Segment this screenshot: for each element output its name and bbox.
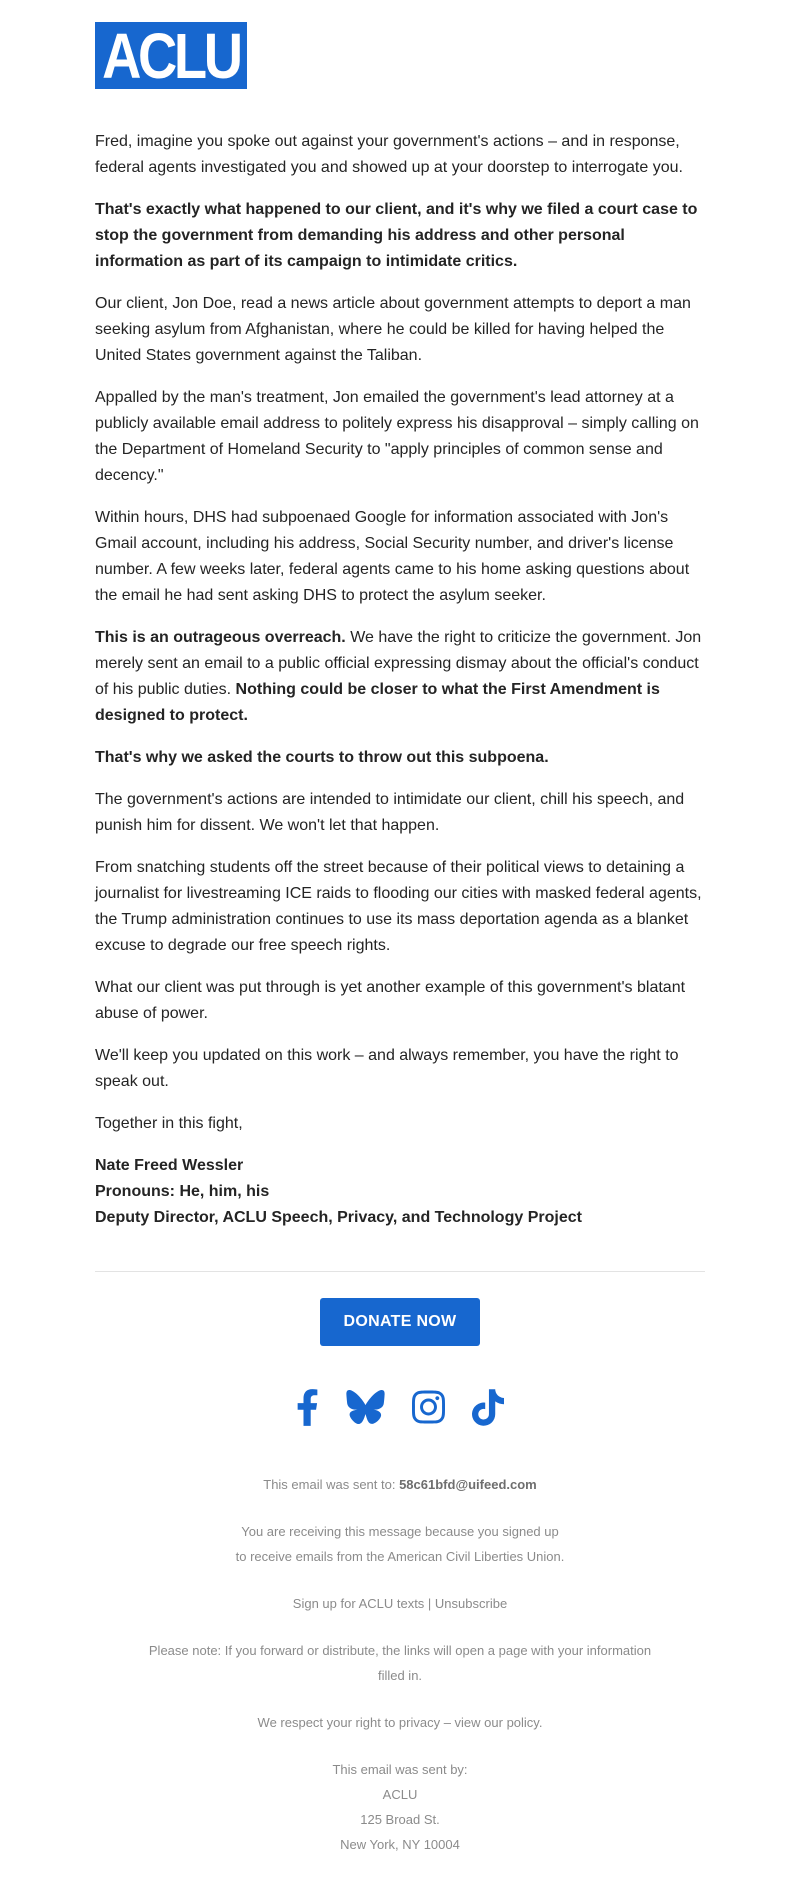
sent-by-label: This email was sent by:: [332, 1762, 468, 1777]
link-separator: |: [424, 1596, 435, 1611]
tiktok-link[interactable]: [472, 1389, 504, 1426]
paragraph-run: We have the right to criticize the government. Jon merely sent an email to a public official expressing dismay about the official's conduct of his public duties.: [95, 629, 702, 698]
bluesky-link[interactable]: [346, 1390, 385, 1424]
email-body: [95, 129, 705, 1137]
sent-by-block: [95, 1757, 705, 1857]
body-paragraph: [95, 385, 705, 489]
forward-note-line-2: filled in.: [377, 1668, 423, 1683]
email-footer: [95, 1472, 705, 1857]
signature-pronouns: Pronouns: He, him, his: [95, 1183, 270, 1200]
unsubscribe-link[interactable]: Unsubscribe: [434, 1596, 508, 1611]
paragraph-run: The government's actions are intended to intimidate our client, chill his speech, and punish him for dissent. We won't let that happen.: [95, 791, 685, 834]
body-paragraph: [95, 505, 705, 609]
facebook-icon: [296, 1389, 319, 1426]
paragraph-run: We'll keep you updated on this work – and always remember, you have the right to speak out.: [95, 1047, 679, 1090]
recipient-email: 58c61bfd@uifeed.com: [399, 1477, 537, 1492]
bluesky-icon: [346, 1390, 385, 1424]
paragraph-run: Fred, imagine you spoke out against your government's actions – and in response, federal agents investigated you and showed up at your doorstep to interrogate you.: [95, 133, 683, 176]
paragraph-run: What our client was put through is yet another example of this government's blatant abuse of power.: [95, 979, 686, 1022]
signature-title: Deputy Director, ACLU Speech, Privacy, and Technology Project: [95, 1209, 582, 1226]
forward-note-block: [95, 1638, 705, 1688]
body-paragraph: [95, 625, 705, 729]
paragraph-run: That's exactly what happened to our client, and it's why we filed a court case to stop the government from demanding his address and other personal information as part of its campaign to intimidate critics.: [95, 201, 698, 270]
body-paragraph: [95, 787, 705, 839]
privacy-prefix: We respect your right to privacy –: [257, 1715, 455, 1730]
social-row: [95, 1388, 705, 1426]
email-container: [95, 0, 705, 1897]
paragraph-run: Together in this fight,: [95, 1115, 243, 1132]
reason-line-1: You are receiving this message because you signed up: [241, 1524, 559, 1539]
signature-block: [95, 1153, 705, 1231]
sent-by-street: 125 Broad St.: [360, 1812, 440, 1827]
instagram-icon: [412, 1388, 445, 1426]
body-paragraph: [95, 129, 705, 181]
tiktok-icon: [472, 1389, 504, 1426]
body-paragraph: [95, 855, 705, 959]
paragraph-run: This is an outrageous overreach.: [95, 629, 346, 646]
divider: [95, 1271, 705, 1272]
body-paragraph: [95, 1111, 705, 1137]
reason-block: [95, 1519, 705, 1569]
sent-by-org: ACLU: [382, 1787, 418, 1802]
signature-name: Nate Freed Wessler: [95, 1157, 244, 1174]
body-paragraph: [95, 745, 705, 771]
body-paragraph: [95, 291, 705, 369]
facebook-link[interactable]: [296, 1389, 319, 1426]
body-paragraph: [95, 197, 705, 275]
paragraph-run: Nothing could be closer to what the First Amendment is designed to protect.: [95, 681, 660, 724]
reason-line-2: to receive emails from the American Civil Liberties Union.: [235, 1549, 565, 1564]
forward-note-line-1: Please note: If you forward or distribute, the links will open a page with your information: [148, 1643, 652, 1658]
aclu-logo-text: ACLU: [102, 19, 240, 92]
instagram-link[interactable]: [412, 1388, 445, 1426]
body-paragraph: [95, 1043, 705, 1095]
privacy-line: [95, 1710, 705, 1735]
sent-to-prefix: This email was sent to:: [263, 1477, 400, 1492]
paragraph-run: Appalled by the man's treatment, Jon emailed the government's lead attorney at a publicly available email address to politely express his disapproval – simply calling on the Department of Homeland Security to "apply principles of common sense and decency.": [95, 389, 699, 484]
sent-by-city: New York, NY 10004: [340, 1837, 460, 1852]
paragraph-run: That's why we asked the courts to throw out this subpoena.: [95, 749, 549, 766]
paragraph-run: From snatching students off the street because of their political views to detaining a journalist for livestreaming ICE raids to flooding our cities with masked federal agents, the Trump administration continues to use its mass deportation agenda as a blanket excuse to degrade our free speech rights.: [95, 859, 702, 954]
sign-up-texts-link[interactable]: Sign up for ACLU texts: [292, 1596, 425, 1611]
aclu-logo[interactable]: [95, 19, 247, 92]
paragraph-run: Our client, Jon Doe, read a news article about government attempts to deport a man seeking asylum from Afghanistan, where he could be killed for having helped the United States government against the Taliban.: [95, 295, 691, 364]
privacy-policy-link[interactable]: view our policy.: [454, 1715, 543, 1730]
donate-row: [95, 1298, 705, 1346]
paragraph-run: Within hours, DHS had subpoenaed Google for information associated with Jon's Gmail account, including his address, Social Security number, and driver's license number. A few weeks later, federal agents came to his home asking questions about the email he had sent asking DHS to protect the asylum seeker.: [95, 509, 690, 604]
links-line: [95, 1591, 705, 1616]
sent-to-line: [95, 1472, 705, 1497]
donate-now-button[interactable]: DONATE NOW: [320, 1298, 481, 1346]
body-paragraph: [95, 975, 705, 1027]
